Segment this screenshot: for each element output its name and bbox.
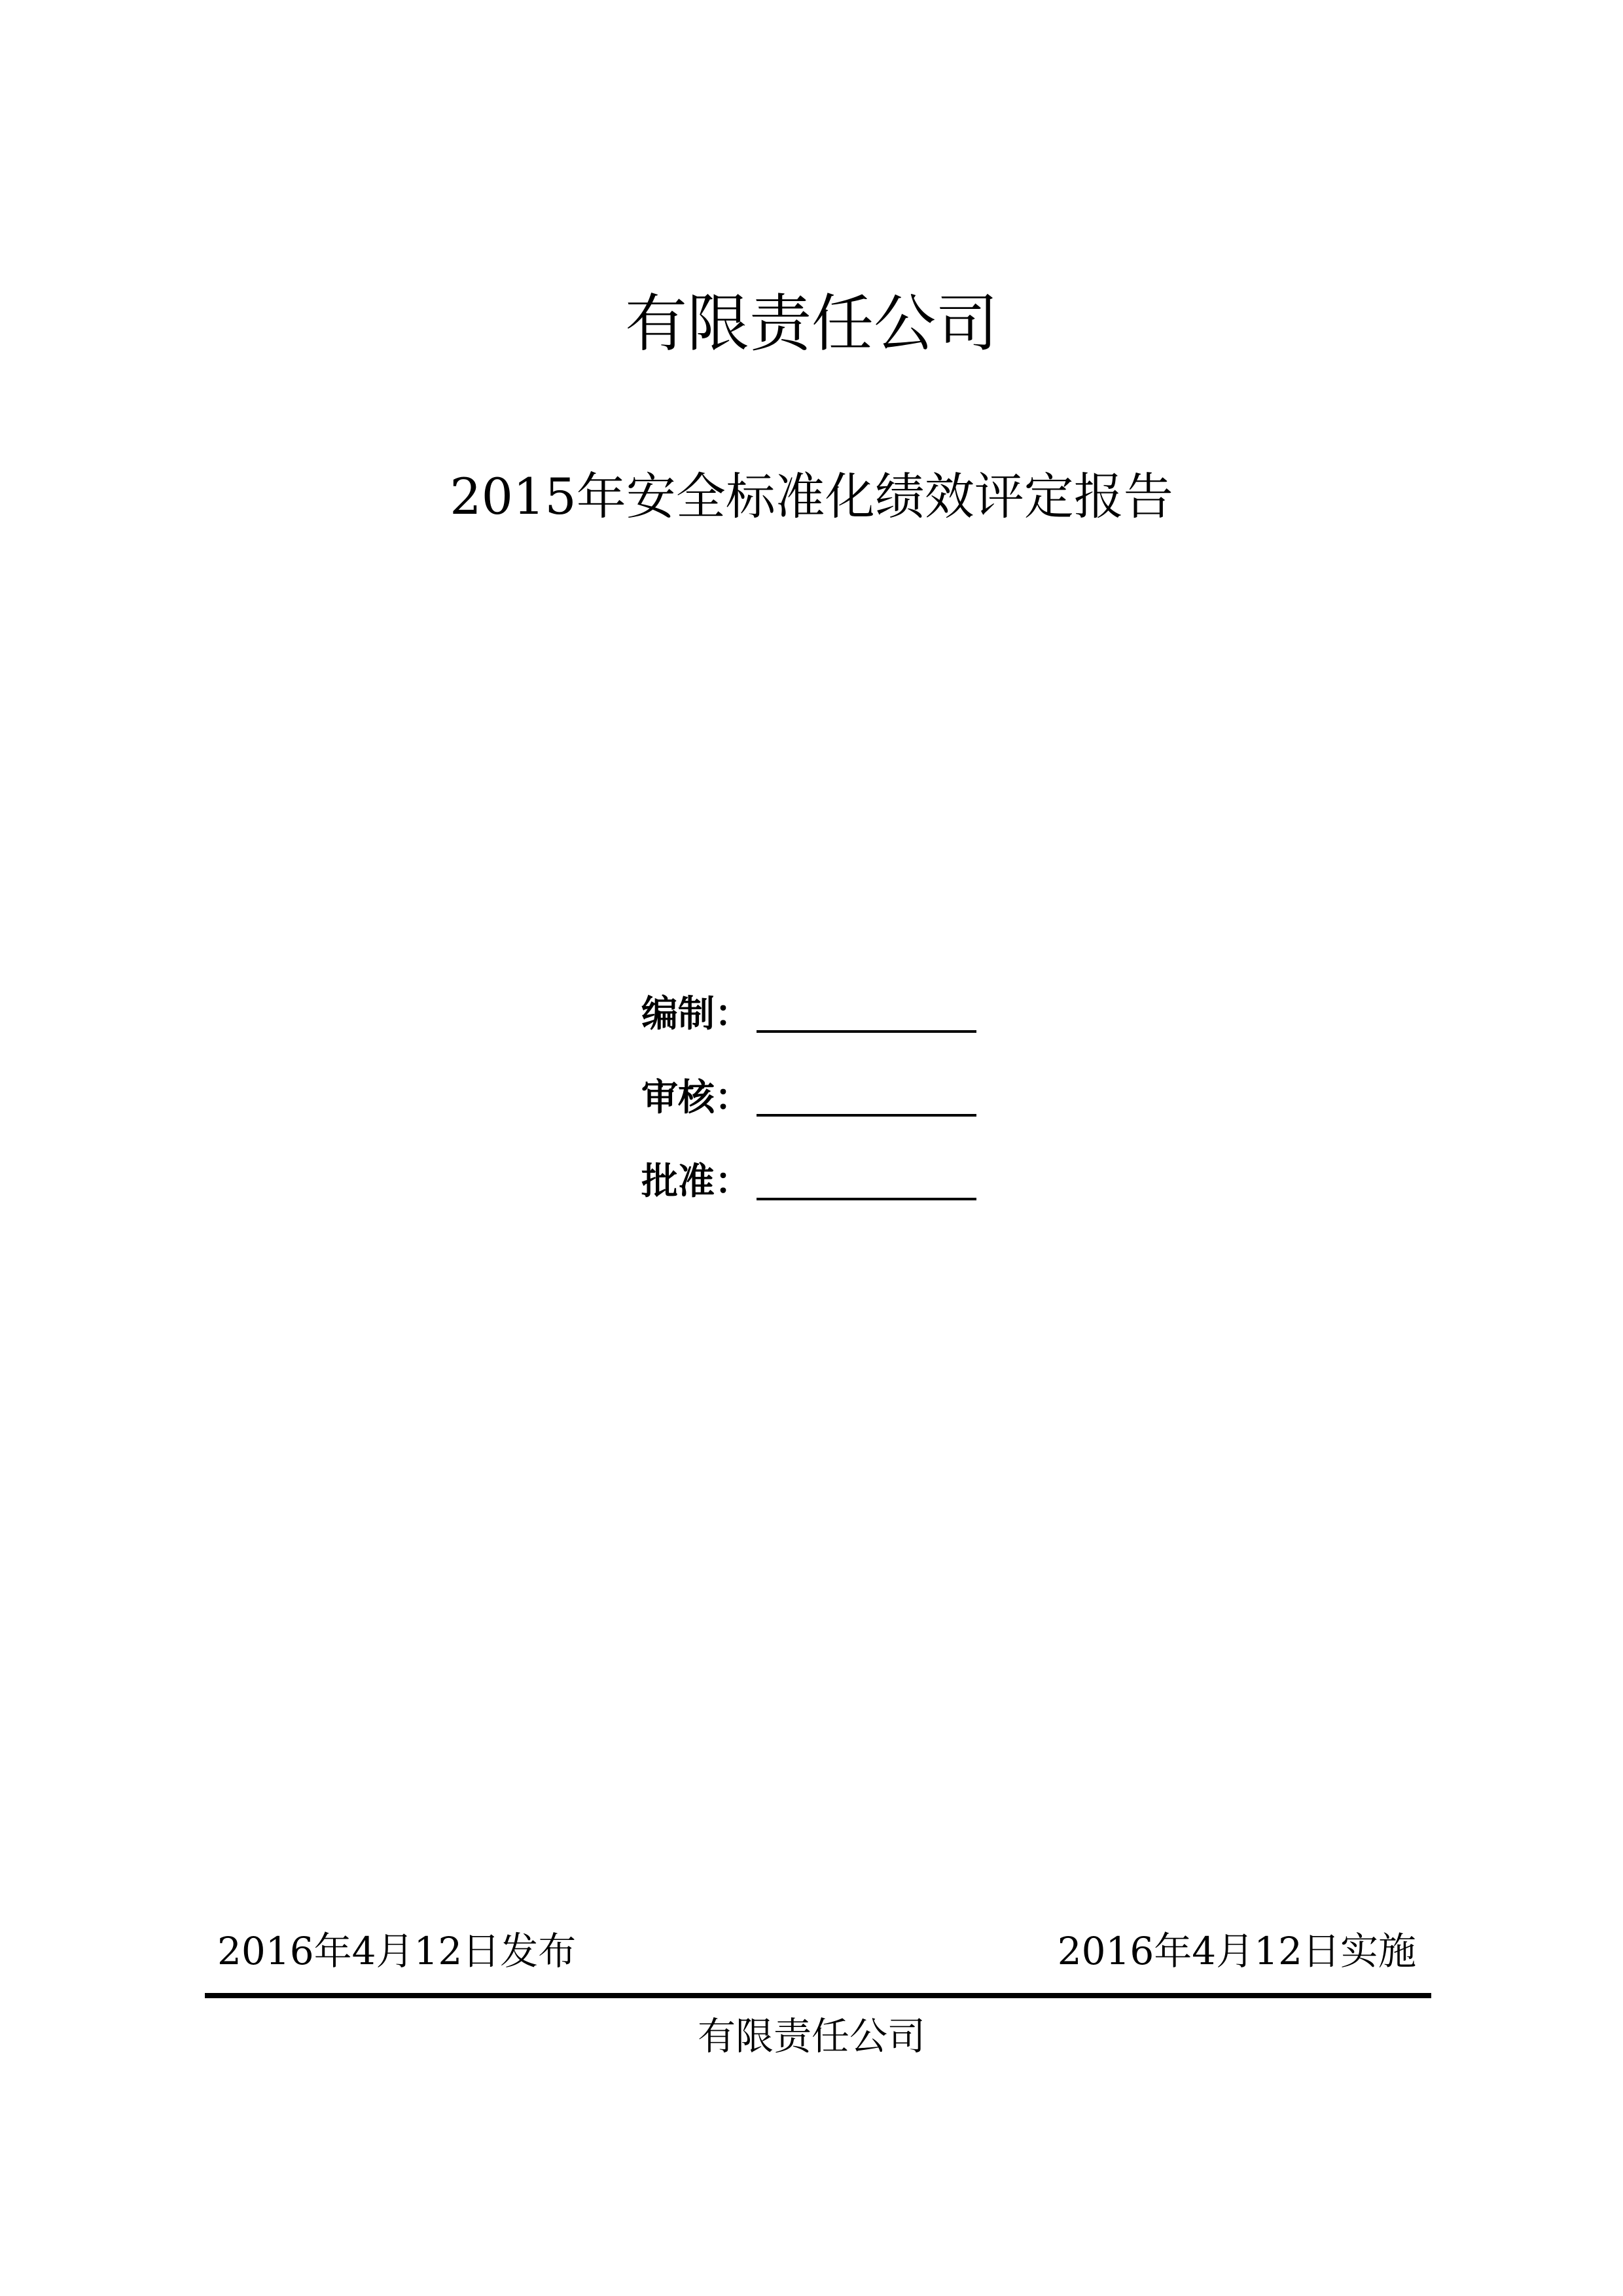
review-label: 审核： bbox=[641, 1077, 751, 1119]
footer-divider bbox=[205, 1993, 1431, 1998]
signature-row-approve bbox=[641, 1143, 976, 1208]
review-signature-line bbox=[757, 1114, 976, 1117]
compile-label: 编制： bbox=[641, 993, 751, 1035]
footer-company-name: 有限责任公司 bbox=[697, 2014, 925, 2058]
effective-date: 2016年4月12日实施 bbox=[1057, 1929, 1416, 1973]
approve-signature-line bbox=[757, 1198, 976, 1200]
compile-signature-line bbox=[757, 1030, 976, 1033]
publish-date: 2016年4月12日发布 bbox=[217, 1929, 577, 1973]
approve-label: 批准： bbox=[641, 1160, 751, 1203]
signature-row-review bbox=[641, 1059, 976, 1124]
report-title: 2015年安全标准化绩效评定报告 bbox=[450, 467, 1173, 526]
company-title: 有限责任公司 bbox=[624, 288, 998, 360]
signature-row-compile bbox=[641, 975, 976, 1041]
